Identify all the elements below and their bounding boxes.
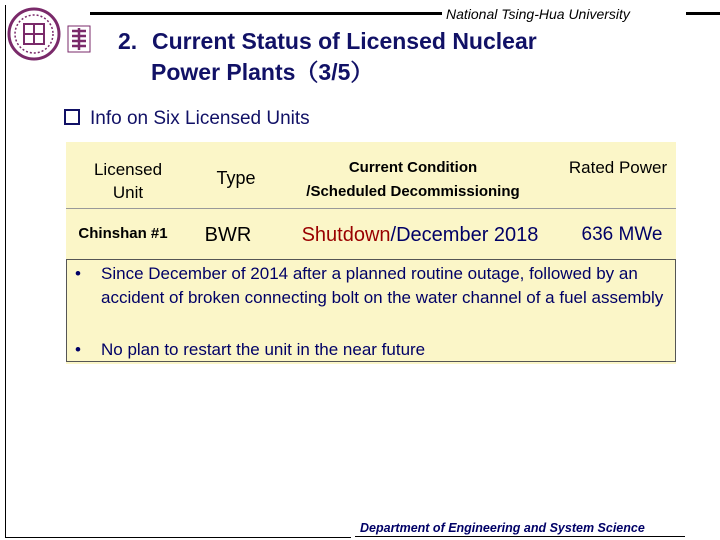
note-text: No plan to restart the unit in the near future xyxy=(101,340,426,359)
frame-top-line xyxy=(90,12,442,15)
frame-bottom-line xyxy=(5,537,351,538)
header-condition-line-2: /Scheduled Decommissioning xyxy=(306,183,520,200)
header-condition-line-1: Current Condition xyxy=(348,159,478,176)
header-type: Type xyxy=(216,168,256,188)
checkbox-bullet-icon xyxy=(64,109,80,125)
bullet-dot-icon: • xyxy=(75,264,81,283)
header-unit: Licensed Unit xyxy=(93,160,163,202)
title-line-2: Power Plants（3/5） xyxy=(151,59,374,85)
section-heading xyxy=(64,108,310,130)
header-divider xyxy=(66,208,676,209)
units-table xyxy=(66,142,676,364)
footer-line xyxy=(355,536,685,537)
header-condition xyxy=(278,156,548,204)
section-heading-text: Info on Six Licensed Units xyxy=(90,108,310,129)
row-unit: Chinshan #1 xyxy=(78,225,168,242)
frame-top-right-line xyxy=(686,12,720,15)
row-power: 636 MWe xyxy=(581,224,663,245)
university-logo xyxy=(4,4,112,64)
university-name: National Tsing-Hua University xyxy=(446,6,630,22)
header-power: Rated Power xyxy=(568,158,668,177)
frame-left-line xyxy=(5,5,6,538)
row-condition xyxy=(270,224,570,247)
slide-title xyxy=(118,26,537,88)
bullet-dot-icon: • xyxy=(75,340,81,359)
notes-box xyxy=(66,259,676,362)
list-item xyxy=(75,338,671,362)
row-condition-date: /December 2018 xyxy=(390,224,539,246)
row-type: BWR xyxy=(204,224,252,246)
department-name: Department of Engineering and System Science xyxy=(360,521,645,535)
note-text: Since December of 2014 after a planned routine outage, followed by an accident of broken connecting bolt on the water channel of a fuel assembly xyxy=(101,264,664,307)
row-condition-status: Shutdown xyxy=(301,224,391,246)
slide-number: 2. xyxy=(118,28,138,54)
title-line-1: Current Status of Licensed Nuclear xyxy=(152,28,537,54)
list-item xyxy=(75,262,671,310)
